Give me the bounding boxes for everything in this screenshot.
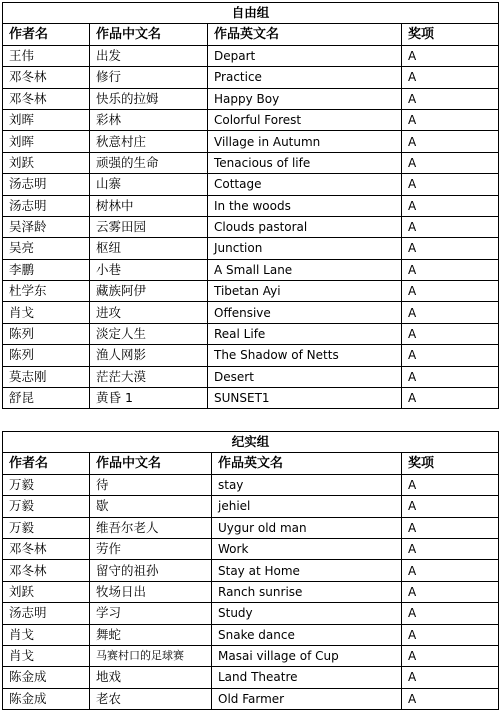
cell-english-title: Old Farmer xyxy=(212,688,402,709)
cell-award: A xyxy=(402,688,499,709)
cell-chinese-title: 学习 xyxy=(90,603,212,624)
cell-chinese-title: 维吾尔老人 xyxy=(90,517,212,538)
header-english-title: 作品英文名 xyxy=(212,453,402,474)
table-documentary-group xyxy=(2,431,499,710)
cell-chinese-title: 歇 xyxy=(90,496,212,517)
cell-chinese-title: 劳作 xyxy=(90,538,212,559)
table-row xyxy=(3,538,499,559)
cell-chinese-title: 秋意村庄 xyxy=(90,131,208,152)
table-row xyxy=(3,323,499,344)
cell-english-title: jehiel xyxy=(212,496,402,517)
cell-english-title: Tibetan Ayi xyxy=(208,281,402,302)
table-row xyxy=(3,174,499,195)
header-award: 奖项 xyxy=(402,453,499,474)
cell-author: 邓冬林 xyxy=(3,88,90,109)
table-row xyxy=(3,216,499,237)
table-row xyxy=(3,238,499,259)
table-row xyxy=(3,109,499,130)
header-author: 作者名 xyxy=(3,24,90,45)
table-free-group xyxy=(2,2,499,409)
header-chinese-title: 作品中文名 xyxy=(90,453,212,474)
table-title-row xyxy=(3,432,499,453)
table-row xyxy=(3,259,499,280)
table-row xyxy=(3,88,499,109)
table-row xyxy=(3,474,499,495)
cell-english-title: Study xyxy=(212,603,402,624)
cell-chinese-title: 牧场日出 xyxy=(90,581,212,602)
cell-chinese-title: 渔人网影 xyxy=(90,345,208,366)
cell-award: A xyxy=(402,603,499,624)
table-row xyxy=(3,345,499,366)
cell-award: A xyxy=(402,496,499,517)
table-row xyxy=(3,645,499,666)
cell-award: A xyxy=(402,517,499,538)
header-english-title: 作品英文名 xyxy=(208,24,402,45)
table-body xyxy=(3,45,499,409)
cell-author: 汤志明 xyxy=(3,603,90,624)
cell-author: 刘跃 xyxy=(3,152,90,173)
cell-award: A xyxy=(402,174,499,195)
cell-author: 陈列 xyxy=(3,345,90,366)
cell-english-title: Masai village of Cup xyxy=(212,645,402,666)
cell-english-title: Ranch sunrise xyxy=(212,581,402,602)
cell-author: 邓冬林 xyxy=(3,538,90,559)
cell-award: A xyxy=(402,67,499,88)
cell-author: 莫志刚 xyxy=(3,366,90,387)
cell-chinese-title: 藏族阿伊 xyxy=(90,281,208,302)
cell-chinese-title: 进攻 xyxy=(90,302,208,323)
table-row xyxy=(3,517,499,538)
cell-award: A xyxy=(402,259,499,280)
cell-award: A xyxy=(402,624,499,645)
cell-chinese-title: 彩林 xyxy=(90,109,208,130)
header-award: 奖项 xyxy=(402,24,499,45)
cell-author: 邓冬林 xyxy=(3,560,90,581)
cell-chinese-title: 马赛村口的足球赛 xyxy=(90,645,212,666)
cell-english-title: Depart xyxy=(208,45,402,66)
cell-award: A xyxy=(402,109,499,130)
table-row xyxy=(3,581,499,602)
cell-award: A xyxy=(402,345,499,366)
table-row xyxy=(3,560,499,581)
table-row xyxy=(3,195,499,216)
cell-author: 刘晖 xyxy=(3,109,90,130)
cell-english-title: Offensive xyxy=(208,302,402,323)
table-row xyxy=(3,302,499,323)
cell-author: 邓冬林 xyxy=(3,67,90,88)
table-row xyxy=(3,366,499,387)
cell-english-title: Colorful Forest xyxy=(208,109,402,130)
table-row xyxy=(3,67,499,88)
cell-chinese-title: 小巷 xyxy=(90,259,208,280)
table-row xyxy=(3,624,499,645)
cell-chinese-title: 淡定人生 xyxy=(90,323,208,344)
cell-award: A xyxy=(402,302,499,323)
cell-author: 肖戈 xyxy=(3,645,90,666)
cell-english-title: Stay at Home xyxy=(212,560,402,581)
cell-english-title: Junction xyxy=(208,238,402,259)
cell-author: 万毅 xyxy=(3,474,90,495)
cell-author: 肖戈 xyxy=(3,302,90,323)
cell-award: A xyxy=(402,366,499,387)
table-row xyxy=(3,45,499,66)
table-row xyxy=(3,152,499,173)
cell-award: A xyxy=(402,152,499,173)
cell-award: A xyxy=(402,560,499,581)
cell-chinese-title: 云雾田园 xyxy=(90,216,208,237)
cell-english-title: Real Life xyxy=(208,323,402,344)
cell-english-title: Village in Autumn xyxy=(208,131,402,152)
table-title: 纪实组 xyxy=(3,432,499,453)
cell-english-title: A Small Lane xyxy=(208,259,402,280)
cell-author: 王伟 xyxy=(3,45,90,66)
cell-chinese-title: 出发 xyxy=(90,45,208,66)
cell-award: A xyxy=(402,474,499,495)
cell-english-title: Happy Boy xyxy=(208,88,402,109)
cell-author: 汤志明 xyxy=(3,174,90,195)
cell-chinese-title: 修行 xyxy=(90,67,208,88)
cell-author: 陈金成 xyxy=(3,667,90,688)
cell-award: A xyxy=(402,195,499,216)
cell-english-title: Cottage xyxy=(208,174,402,195)
cell-english-title: In the woods xyxy=(208,195,402,216)
cell-english-title: SUNSET1 xyxy=(208,388,402,409)
cell-award: A xyxy=(402,45,499,66)
cell-chinese-title: 地戏 xyxy=(90,667,212,688)
table-row xyxy=(3,667,499,688)
cell-award: A xyxy=(402,131,499,152)
cell-author: 刘晖 xyxy=(3,131,90,152)
cell-award: A xyxy=(402,538,499,559)
table-title: 自由组 xyxy=(3,3,499,24)
table-row xyxy=(3,131,499,152)
cell-award: A xyxy=(402,645,499,666)
cell-chinese-title: 快乐的拉姆 xyxy=(90,88,208,109)
table-row xyxy=(3,281,499,302)
cell-chinese-title: 舞蛇 xyxy=(90,624,212,645)
cell-award: A xyxy=(402,388,499,409)
cell-award: A xyxy=(402,216,499,237)
cell-english-title: Practice xyxy=(208,67,402,88)
cell-chinese-title: 顽强的生命 xyxy=(90,152,208,173)
cell-english-title: The Shadow of Netts xyxy=(208,345,402,366)
cell-author: 肖戈 xyxy=(3,624,90,645)
cell-author: 吴泽龄 xyxy=(3,216,90,237)
cell-chinese-title: 待 xyxy=(90,474,212,495)
table-row xyxy=(3,688,499,709)
cell-award: A xyxy=(402,581,499,602)
cell-english-title: Clouds pastoral xyxy=(208,216,402,237)
cell-english-title: Snake dance xyxy=(212,624,402,645)
header-row xyxy=(3,453,499,474)
table-body xyxy=(3,474,499,709)
cell-chinese-title: 山寨 xyxy=(90,174,208,195)
cell-author: 陈金成 xyxy=(3,688,90,709)
cell-author: 李鹏 xyxy=(3,259,90,280)
cell-chinese-title: 留守的祖孙 xyxy=(90,560,212,581)
cell-english-title: Desert xyxy=(208,366,402,387)
cell-chinese-title: 茫茫大漠 xyxy=(90,366,208,387)
cell-author: 汤志明 xyxy=(3,195,90,216)
cell-award: A xyxy=(402,238,499,259)
table-row xyxy=(3,603,499,624)
cell-award: A xyxy=(402,667,499,688)
cell-author: 刘跃 xyxy=(3,581,90,602)
cell-english-title: stay xyxy=(212,474,402,495)
cell-author: 陈列 xyxy=(3,323,90,344)
cell-author: 万毅 xyxy=(3,517,90,538)
cell-english-title: Uygur old man xyxy=(212,517,402,538)
cell-chinese-title: 黄昏 1 xyxy=(90,388,208,409)
cell-english-title: Land Theatre xyxy=(212,667,402,688)
cell-author: 万毅 xyxy=(3,496,90,517)
cell-english-title: Tenacious of life xyxy=(208,152,402,173)
cell-chinese-title: 枢纽 xyxy=(90,238,208,259)
header-row xyxy=(3,24,499,45)
cell-english-title: Work xyxy=(212,538,402,559)
cell-author: 吴亮 xyxy=(3,238,90,259)
cell-award: A xyxy=(402,88,499,109)
header-chinese-title: 作品中文名 xyxy=(90,24,208,45)
cell-author: 舒昆 xyxy=(3,388,90,409)
table-row xyxy=(3,496,499,517)
table-title-row xyxy=(3,3,499,24)
cell-award: A xyxy=(402,281,499,302)
cell-author: 杜学东 xyxy=(3,281,90,302)
cell-award: A xyxy=(402,323,499,344)
table-row xyxy=(3,388,499,409)
cell-chinese-title: 老农 xyxy=(90,688,212,709)
header-author: 作者名 xyxy=(3,453,90,474)
cell-chinese-title: 树林中 xyxy=(90,195,208,216)
